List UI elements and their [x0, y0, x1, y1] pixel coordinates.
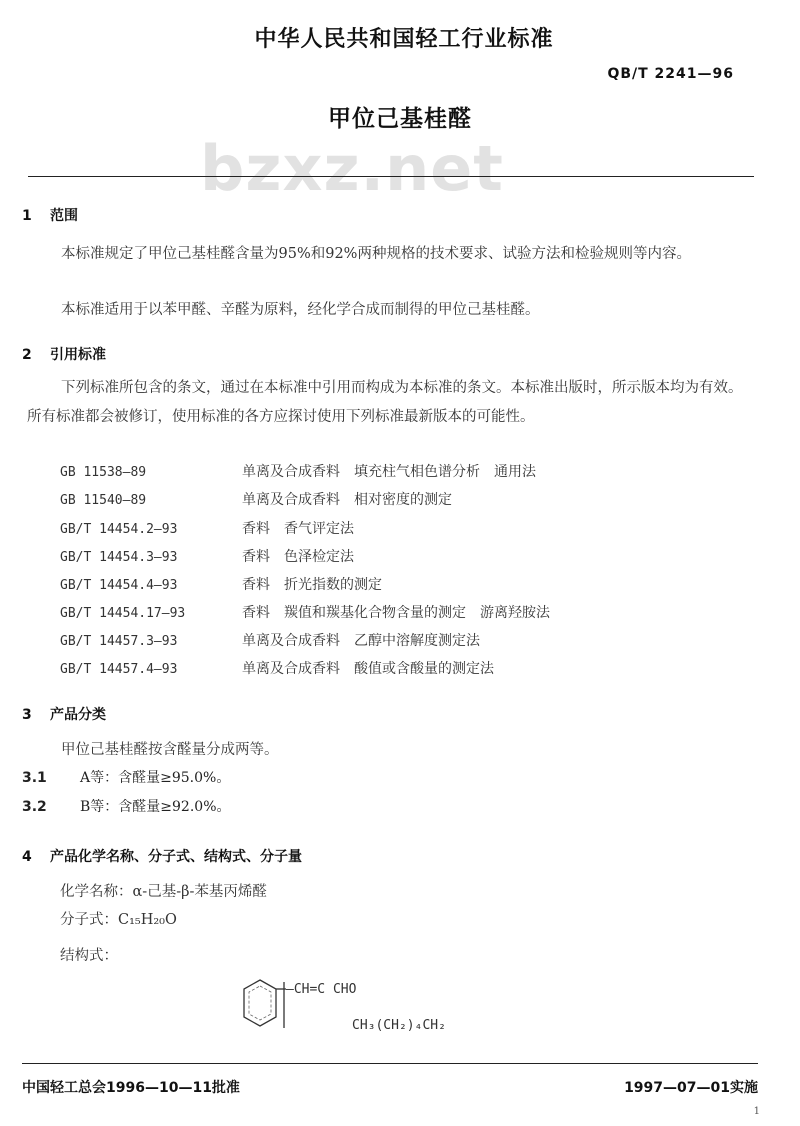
header-rule	[28, 176, 754, 177]
reference-title: 单离及合成香料 酸值或含酸量的测定法	[242, 661, 494, 677]
document-title: 甲位己基桂醛	[328, 106, 472, 132]
reference-item	[60, 489, 452, 509]
structure-line-2: CH₃(CH₂)₄CH₂	[352, 1018, 446, 1033]
section-number: 4	[22, 849, 32, 865]
reference-code: GB/T 14454.3—93	[60, 550, 178, 565]
subclause-number: 3.2	[22, 799, 47, 815]
reference-title: 单离及合成香料 相对密度的测定	[242, 492, 452, 508]
reference-title: 香料 折光指数的测定	[242, 577, 382, 593]
page-number: 1	[753, 1106, 760, 1117]
subclause-item	[22, 767, 230, 787]
reference-title: 香料 羰值和羰基化合物含量的测定 游离羟胺法	[242, 605, 550, 621]
reference-code: GB 11538—89	[60, 465, 147, 480]
reference-title: 单离及合成香料 填充柱气相色谱分析 通用法	[242, 464, 536, 480]
subclause-number: 3.1	[22, 770, 47, 786]
section-2-heading	[22, 344, 106, 364]
reference-item	[60, 574, 382, 594]
section-number: 3	[22, 707, 32, 723]
reference-code: GB/T 14454.2—93	[60, 522, 178, 537]
reference-code: GB/T 14454.4—93	[60, 578, 178, 593]
reference-title: 单离及合成香料 乙醇中溶解度测定法	[242, 633, 480, 649]
approval-date: 中国轻工总会1996—10—11批准	[22, 1080, 240, 1096]
reference-title: 香料 色泽检定法	[242, 549, 354, 565]
reference-item	[60, 461, 536, 481]
section-title: 产品分类	[50, 707, 106, 723]
section-3-heading	[22, 704, 106, 724]
reference-item	[60, 518, 354, 538]
section-1-paragraph-1: 本标准规定了甲位己基桂醛含量为95%和92%两种规格的技术要求、试验方法和检验规则等内容。	[61, 246, 691, 262]
subclause-text: A等：含醛量≥95.0%。	[80, 770, 231, 786]
section-1-heading	[22, 205, 78, 225]
section-title: 范围	[50, 208, 78, 224]
reference-item	[60, 546, 354, 566]
chemical-name: 化学名称：α-己基-β-苯基丙烯醛	[60, 884, 267, 900]
subclause-text: B等：含醛量≥92.0%。	[80, 799, 231, 815]
section-number: 2	[22, 347, 32, 363]
section-title: 引用标准	[50, 347, 106, 363]
section-title: 产品化学名称、分子式、结构式、分子量	[50, 849, 302, 865]
watermark: bzxz.net	[200, 132, 504, 205]
reference-item	[60, 658, 494, 678]
molecular-formula: 分子式：C₁₅H₂₀O	[60, 912, 177, 928]
standard-body-title: 中华人民共和国轻工行业标准	[254, 27, 554, 52]
standard-number: QB/T 2241—96	[607, 66, 734, 82]
reference-title: 香料 香气评定法	[242, 521, 354, 537]
reference-code: GB 11540—89	[60, 493, 147, 508]
structure-label: 结构式：	[60, 948, 118, 964]
reference-item	[60, 630, 480, 650]
subclause-item	[22, 796, 231, 816]
section-1-paragraph-2: 本标准适用于以苯甲醛、辛醛为原料，经化学合成而制得的甲位己基桂醛。	[61, 302, 540, 318]
section-3-paragraph-1: 甲位己基桂醛按含醛量分成两等。	[61, 742, 279, 758]
reference-code: GB/T 14457.3—93	[60, 634, 178, 649]
reference-code: GB/T 14454.17—93	[60, 606, 186, 621]
structure-line-1: —CH=C CHO	[286, 982, 357, 997]
section-2-paragraph-1: 下列标准所包含的条文，通过在本标准中引用而构成为本标准的条文。本标准出版时，所示版本均为有效。所有标准都会被修订，使用标准的各方应探讨使用下列标准最新版本的可能性。	[27, 380, 743, 425]
implementation-date: 1997—07—01实施	[624, 1080, 758, 1096]
reference-code: GB/T 14457.4—93	[60, 662, 178, 677]
section-4-heading	[22, 846, 302, 866]
section-number: 1	[22, 208, 32, 224]
reference-item	[60, 602, 550, 622]
footer-rule	[22, 1063, 758, 1064]
